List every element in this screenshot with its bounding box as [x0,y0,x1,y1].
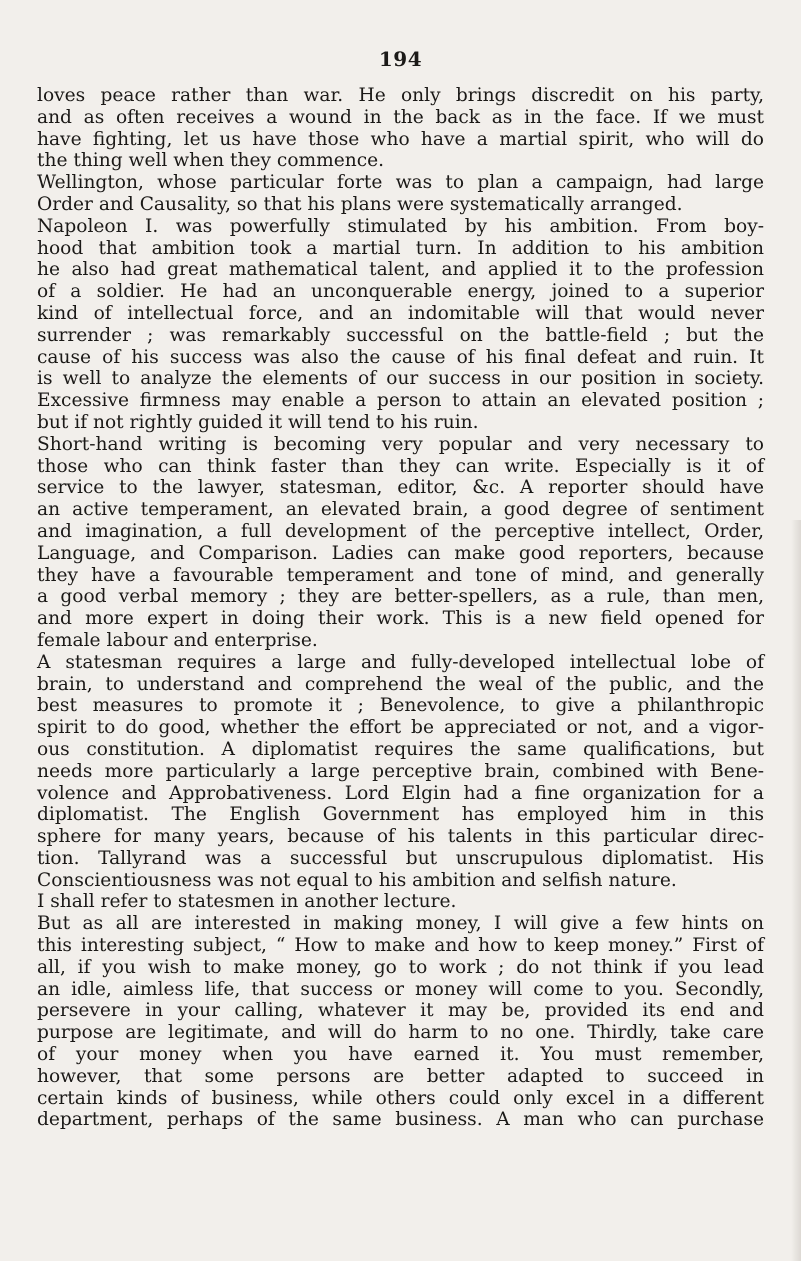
text-line: Conscientiousness was not equal to his ambition and selfish nature. [37,869,677,891]
text-line: Napoleon I. was powerfully stimulated by his ambition. From boy- [37,215,764,237]
text-line: is well to analyze the elements of our success in our position in society. [37,368,764,390]
text-line: A statesman requires a large and fully-developed intellectual lobe of [37,651,764,673]
text-line: Order and Causality, so that his plans were systematically arranged. [37,193,683,215]
text-line: but if not rightly guided it will tend to his ruin. [37,411,479,433]
text-line: kind of intellectual force, and an indomitable will that would never [37,302,764,324]
text-line: best measures to promote it ; Benevolence, to give a philanthropic [37,695,764,717]
text-line: and as often receives a wound in the back as in the face. If we must [37,106,764,128]
text-line: spirit to do good, whether the effort be appreciated or not, and a vigor- [37,717,764,739]
text-line: ous constitution. A diplomatist requires the same qualifications, but [37,738,764,760]
text-line: sphere for many years, because of his talents in this particular direc- [37,826,764,848]
text-line: however, that some persons are better adapted to succeed in [37,1065,764,1087]
text-line: Language, and Comparison. Ladies can make good reporters, because [37,542,764,564]
text-line: have fighting, let us have those who have a martial spirit, who will do [37,128,764,150]
text-line: Excessive firmness may enable a person to attain an elevated position ; [37,390,764,412]
text-line: needs more particularly a large perceptive brain, combined with Bene- [37,760,764,782]
text-line: female labour and enterprise. [37,629,318,651]
text-line: those who can think faster than they can write. Especially is it of [37,455,764,477]
text-line: this interesting subject, “ How to make and how to keep money.” First of [37,935,764,957]
text-line: department, perhaps of the same business. A man who can purchase [37,1109,764,1131]
page-edge-shadow [791,520,801,1261]
text-line: all, if you wish to make money, go to work ; do not think if you lead [37,956,764,978]
text-line: diplomatist. The English Government has employed him in this [37,804,764,826]
text-line: they have a favourable temperament and tone of mind, and generally [37,564,764,586]
text-line: tion. Tallyrand was a successful but unscrupulous diplomatist. His [37,847,764,869]
text-line: an active temperament, an elevated brain, a good degree of sentiment [37,499,764,521]
text-line: he also had great mathematical talent, and applied it to the profession [37,259,764,281]
text-line: I shall refer to statesmen in another lecture. [37,891,457,913]
text-line: Short-hand writing is becoming very popular and very necessary to [37,433,764,455]
text-line: persevere in your calling, whatever it may be, provided its end and [37,1000,764,1022]
text-line: volence and Approbativeness. Lord Elgin had a fine organization for a [37,782,764,804]
text-line: of your money when you have earned it. You must remember, [37,1044,764,1066]
text-line: brain, to understand and comprehend the weal of the public, and the [37,673,764,695]
text-line: cause of his success was also the cause of his final defeat and ruin. It [37,346,764,368]
text-line: purpose are legitimate, and will do harm to no one. Thirdly, take care [37,1022,764,1044]
body-text [37,85,764,1131]
text-line: Wellington, whose particular forte was to plan a campaign, had large [37,172,764,194]
text-line: But as all are interested in making money, I will give a few hints on [37,913,764,935]
text-line: surrender ; was remarkably successful on the battle-field ; but the [37,324,764,346]
text-line: service to the lawyer, statesman, editor, &c. A reporter should have [37,477,764,499]
text-line: loves peace rather than war. He only brings discredit on his party, [37,85,764,106]
page-number: 194 [378,47,423,71]
text-line: a good verbal memory ; they are better-spellers, as a rule, than men, [37,586,764,608]
text-line: an idle, aimless life, that success or money will come to you. Secondly, [37,978,764,1000]
text-line: hood that ambition took a martial turn. In addition to his ambition [37,237,764,259]
text-line: of a soldier. He had an unconquerable energy, joined to a superior [37,281,764,303]
text-line: and imagination, a full development of the perceptive intellect, Order, [37,520,764,542]
text-line: certain kinds of business, while others could only excel in a different [37,1087,764,1109]
text-line: and more expert in doing their work. This is a new field opened for [37,608,764,630]
text-line: the thing well when they commence. [37,150,385,172]
